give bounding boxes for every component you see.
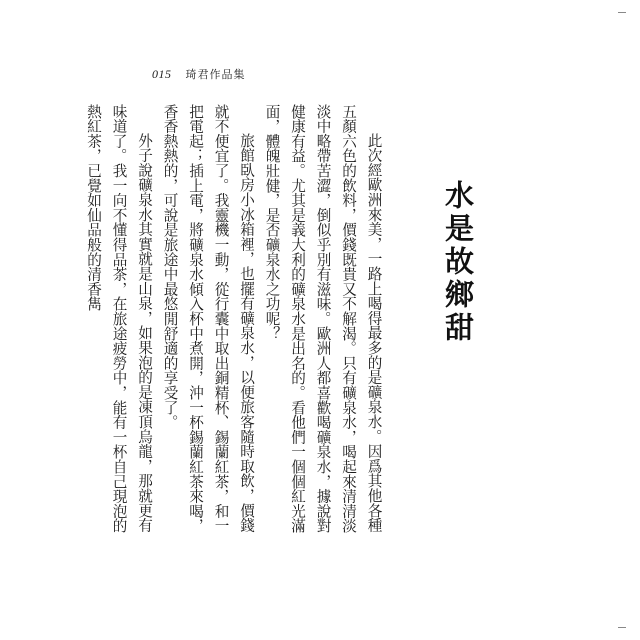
vertical-text-block <box>81 104 493 544</box>
running-header <box>152 66 246 82</box>
book-title: 琦君作品集 <box>185 68 246 81</box>
crop-mark-top-right <box>618 12 626 13</box>
paragraph-1: 此次經歐洲來美，一路上喝得最多的是礦泉水。因爲其他各種五顏六色的飲料，價錢既貴又不解渴。只有礦泉水，喝起來清清淡淡中略帶苦澀，倒似乎別有滋味。歐洲人都喜歡喝礦泉水，據說對健康有益。尤其是義大利的礦泉水是出名的。看他們一個個紅光滿面，體魄壯健，是否礦泉水之功呢？ <box>263 104 383 534</box>
paragraph-3: 外子說礦泉水其實就是山泉，如果泡的是凍頂烏龍，那就更有味道了。我一向不懂得品茶，在旅途疲勞中，能有一杯自己現泡的熱紅茶，已覺如仙品般的清香雋 <box>85 104 153 534</box>
crop-mark-bottom-right <box>618 627 626 628</box>
paragraph-2: 旅館臥房小冰箱裡，也擺有礦泉水，以便旅客隨時取飲，價錢就不便宜了。我靈機一動，從行囊中取出銅精杯、錫蘭紅茶，和一把電起；插上電，將礦泉水傾入杯中煮開，沖一杯錫蘭紅茶來喝，香香熱熱的，可說是旅途中最悠閒舒適的享受了。 <box>161 104 255 534</box>
chapter-title: 水是故鄉甜 <box>441 180 475 345</box>
page-number: 015 <box>152 67 172 81</box>
